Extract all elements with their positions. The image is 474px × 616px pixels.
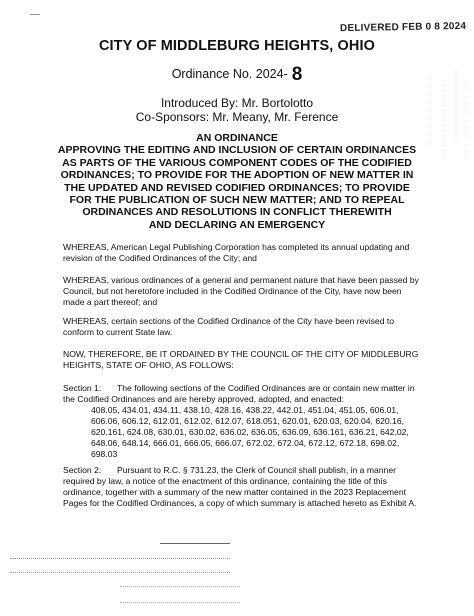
heading-line: THE UPDATED AND REVISED CODIFIED ORDINANCES; TO PROVIDE — [64, 181, 410, 194]
margin-scan-noise — [410, 70, 474, 160]
heading-line: APPROVING THE EDITING AND INCLUSION OF CERTAIN ORDINANCES — [57, 144, 417, 157]
sponsors-block — [0, 96, 474, 124]
section-1-label: Section 1: — [63, 383, 102, 393]
heading-line: AS PARTS OF THE VARIOUS COMPONENT CODES OF THE CODIFIED — [62, 156, 412, 169]
heading-line: ORDINANCES AND RESOLUTIONS IN CONFLICT THEREWITH — [82, 206, 392, 219]
signature-line — [120, 586, 240, 587]
whereas-paragraph-1: WHEREAS, American Legal Publishing Corporation has completed its annual updating and revision of the Codified Ordinances of the City; and — [63, 242, 410, 263]
faded-signature-area — [0, 530, 474, 616]
co-sponsors: Co-Sponsors: Mr. Meany, Mr. Ference — [135, 110, 339, 124]
ordinance-number-label: Ordinance No. 2024- — [171, 67, 288, 81]
section-2 — [63, 465, 423, 509]
signature-line — [160, 543, 230, 544]
section-1 — [63, 383, 423, 405]
scan-mark — [30, 14, 40, 15]
section-1-text: The following sections of the Codified Ordinances are or contain new matter in the Codified Ordinances and are hereby approved, adopted, and enacted: — [63, 383, 415, 404]
ordinance-number — [0, 64, 474, 86]
heading-kind: AN ORDINANCE — [196, 132, 278, 144]
whereas-paragraph-2: WHEREAS, various ordinances of a general and permanent nature that have been passed by Council, but not heretofore included in the Codified Ordinance of the City, have now been made a part thereof; and — [63, 275, 419, 307]
heading-line: AND DECLARING AN EMERGENCY — [148, 218, 326, 231]
signature-line — [120, 602, 240, 603]
signature-line — [10, 558, 230, 559]
introduced-by: Introduced By: Mr. Bortolotto — [160, 96, 314, 110]
section-2-label: Section 2: — [63, 465, 102, 475]
page-title: CITY OF MIDDLEBURG HEIGHTS, OHIO — [98, 38, 376, 54]
ordinance-heading — [0, 132, 474, 231]
heading-line: ORDINANCES; TO PROVIDE FOR THE ADOPTION OF NEW MATTER IN — [60, 169, 414, 182]
section-2-text: Pursuant to R.C. § 731.23, the Clerk of Council shall publish, in a manner required by law, a notice of the enactment of this ordinance, containing the title of this ordinance, together with a summary of the new matter contained in the 2023 Replacement Pages for the Codified Ordinances, a copy of which summary is attached hereto as Exhibit A. — [63, 465, 417, 508]
heading-line: FOR THE PUBLICATION OF SUCH NEW MATTER; AND TO REPEAL — [69, 194, 405, 207]
delivered-stamp: DELIVERED FEB 0 8 2024 — [339, 20, 467, 35]
ordained-paragraph: NOW, THEREFORE, BE IT ORDAINED BY THE COUNCIL OF THE CITY OF MIDDLEBURG HEIGHTS, STATE OF OHIO, AS FOLLOWS: — [63, 349, 419, 370]
whereas-paragraph-3: WHEREAS, certain sections of the Codified Ordinance of the City have been revised to conform to current State law. — [63, 316, 395, 337]
section-1-code-list: 408.05, 434.01, 434.11, 438.10, 428.16, 438.22, 442.01, 451.04, 451.05, 606.01, 606.06, 606.12, 612.01, 612.02, 612.07, 618.051, 620.01, 620.03, 620.04, 620.16, 620.161, 624.08, 630.01, 630.02, 636.02, 636.05, 636.09, 636.161, 636.21, 642.02, 648.06, 648.14, 666.01, 666.05, 666.07, 672.02, 672.04, 672.12, 672.18, 698.02, 698.03 — [91, 405, 409, 459]
handwritten-number: 8 — [291, 64, 303, 85]
signature-line — [10, 572, 230, 573]
scan-noise-graphic — [410, 70, 474, 160]
